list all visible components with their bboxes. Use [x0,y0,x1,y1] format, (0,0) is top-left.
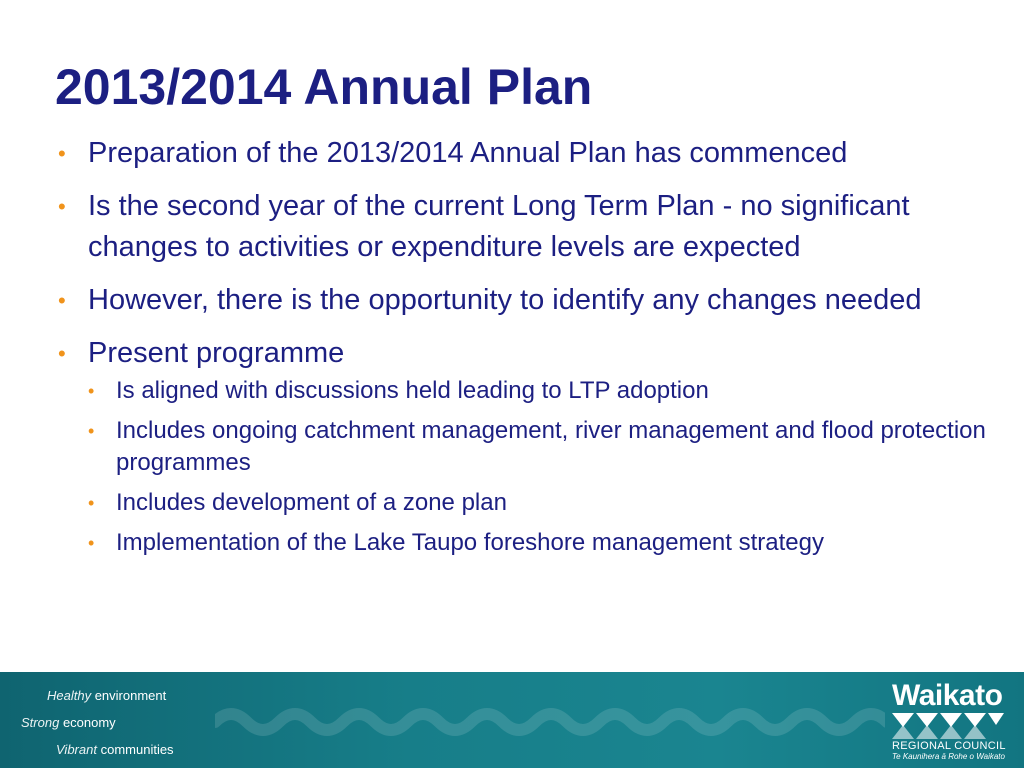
logo-maori-name: Te Kaunihera ā Rohe o Waikato [892,752,1005,761]
bullet-icon: • [88,493,95,513]
sub-bullet-item [88,487,998,519]
tagline-rest: economy [62,715,116,730]
tagline-rest: communities [100,742,174,757]
sub-bullet-text: Implementation of the Lake Taupo foreshore management strategy [116,529,824,556]
bullet-item [58,133,998,174]
sub-bullet-item [88,527,998,559]
bullet-icon: • [58,194,66,219]
bullet-item [58,280,998,321]
wave-pattern-icon [215,702,885,742]
sub-bullet-text: Includes development of a zone plan [116,489,507,516]
sub-bullet-text: Is aligned with discussions held leading to LTP adoption [116,377,709,404]
bullet-list [58,133,998,571]
sub-bullet-item [88,415,998,479]
logo-wordmark: Waikato [892,679,1003,712]
bullet-item [58,333,998,559]
slide-title: 2013/2014 Annual Plan [55,59,593,115]
tagline-emphasis: Vibrant [56,742,97,757]
sub-bullet-list [88,375,998,559]
sub-bullet-text: Includes ongoing catchment management, river management and flood protection programmes [116,417,986,476]
bullet-text: However, there is the opportunity to identify any changes needed [88,284,922,316]
waikato-logo [892,680,1010,762]
bullet-text: Preparation of the 2013/2014 Annual Plan has commenced [88,137,848,169]
footer-band [0,672,1024,768]
bullet-icon: • [58,141,66,166]
bullet-icon: • [88,381,95,401]
tagline-rest: environment [94,688,167,703]
bullet-icon: • [88,533,95,553]
logo-org-name: REGIONAL COUNCIL [892,740,1006,752]
bullet-icon: • [58,288,66,313]
logo-waves-icon [892,713,1004,739]
tagline-emphasis: Strong [21,715,60,730]
tagline-economy [21,715,116,730]
sub-bullet-item [88,375,998,407]
tagline-communities [56,742,174,757]
bullet-icon: • [88,421,95,441]
bullet-text: Is the second year of the current Long Term Plan - no significant changes to activities or expenditure levels are expected [88,190,910,263]
bullet-text: Present programme [88,337,345,369]
tagline-emphasis: Healthy [47,688,92,703]
bullet-icon: • [58,341,66,366]
tagline-environment [47,688,166,703]
bullet-item [58,186,998,268]
